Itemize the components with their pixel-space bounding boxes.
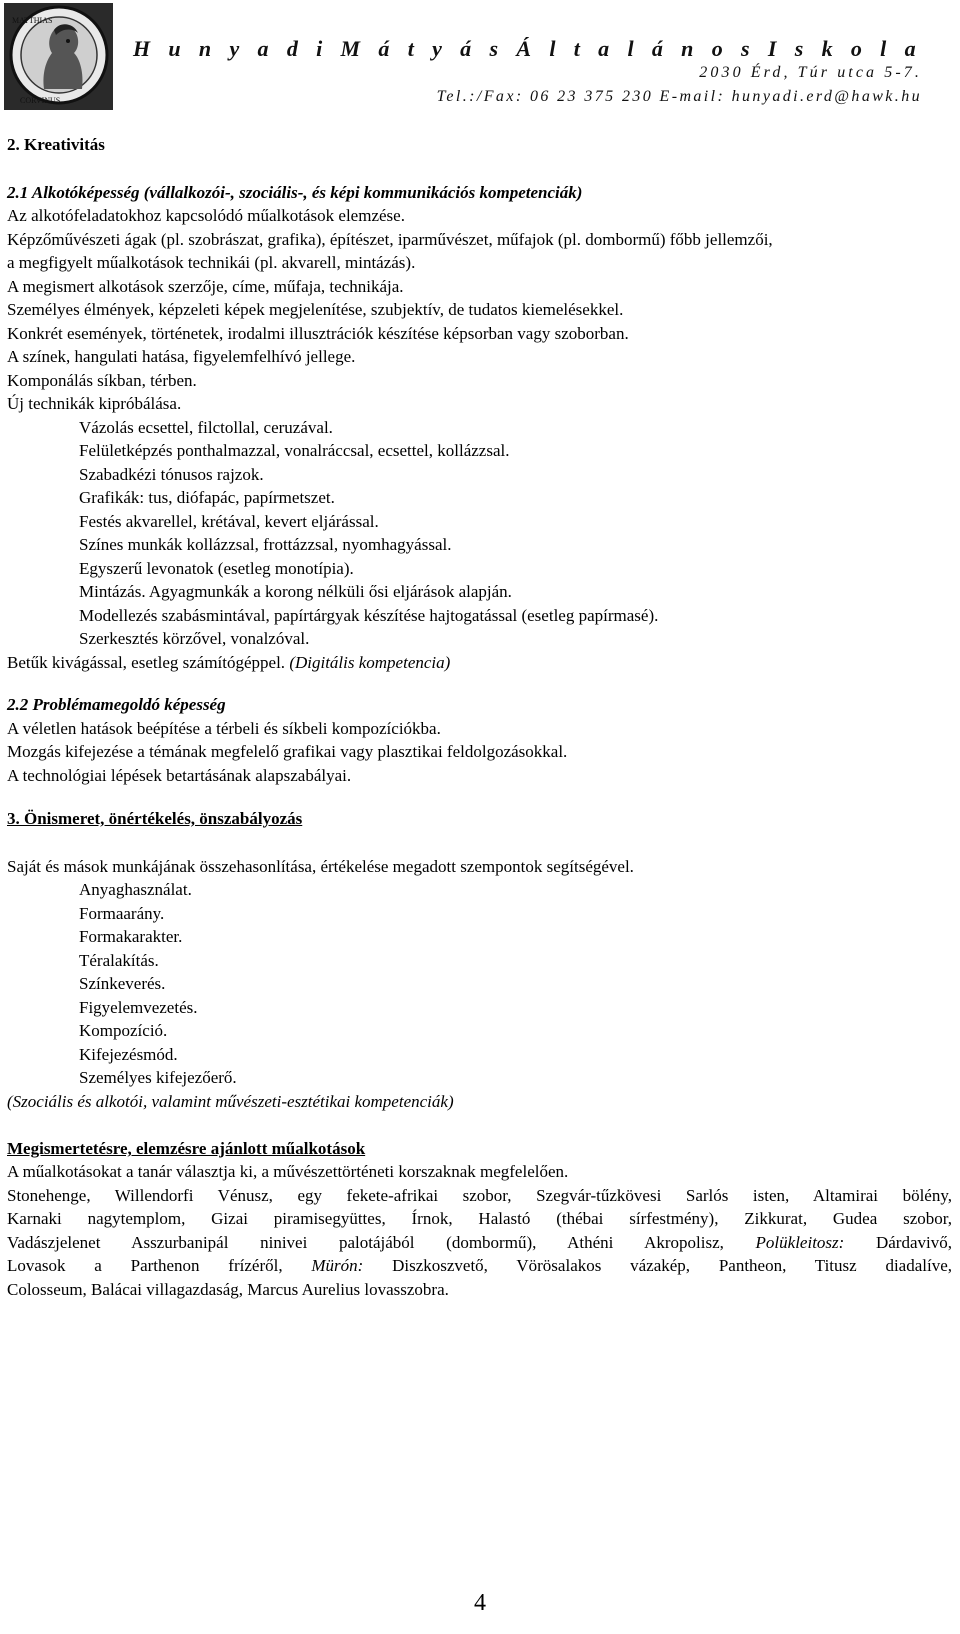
section-3-heading: 3. Önismeret, önértékelés, önszabályozás <box>7 809 303 828</box>
technique-item: Színes munkák kollázzsal, frottázzsal, nyomhagyással. <box>79 535 452 554</box>
school-address: 2030 Érd, Túr utca 5-7. <box>699 64 922 81</box>
page-number: 4 <box>474 1590 486 1616</box>
school-name: H u n y a d i M á t y á s Á l t a l á n o s I s k o l a <box>132 36 922 61</box>
school-contact: Tel.:/Fax: 06 23 375 230 E-mail: hunyadi.erd@hawk.hu <box>436 88 922 105</box>
text-line: Konkrét események, történetek, irodalmi illusztrációk készítése képsorban vagy szoborban. <box>7 324 629 343</box>
artworks-line <box>7 1231 952 1255</box>
criteria-item: Formaarány. <box>79 904 165 923</box>
technique-item: Festés akvarellel, krétával, kevert eljárással. <box>79 512 379 531</box>
text-line: A véletlen hatások beépítése a térbeli és síkbeli kompozíciókba. <box>7 719 441 738</box>
technique-item: Felületképzés ponthalmazzal, vonalráccsal, ecsettel, kollázzsal. <box>79 441 510 460</box>
artworks-text: Dárdavivő, <box>875 1233 952 1252</box>
text-line: A megismert alkotások szerzője, címe, műfaja, technikája. <box>7 277 404 296</box>
school-logo <box>4 3 113 110</box>
technique-item: Modellezés szabásmintával, papírtárgyak készítése hajtogatással (esetleg papírmasé). <box>79 606 659 625</box>
criteria-item: Anyaghasználat. <box>79 880 192 899</box>
criteria-item: Kifejezésmód. <box>79 1045 178 1064</box>
text-line: Személyes élmények, képzeleti képek megjelenítése, szubjektív, de tudatos kiemelésekkel. <box>7 300 624 319</box>
subsection-2-2-number: 2.2 <box>7 695 29 714</box>
text-line: A technológiai lépések betartásának alapszabályai. <box>7 766 352 785</box>
subsection-2-2-heading <box>7 693 226 717</box>
text-line: Mozgás kifejezése a témának megfelelő grafikai vagy plasztikai feldolgozásokkal. <box>7 742 568 761</box>
technique-item: Mintázás. Agyagmunkák a korong nélküli ősi eljárások alapján. <box>79 582 512 601</box>
artist-name: Mürón: <box>311 1256 364 1275</box>
text-line: Új technikák kipróbálása. <box>7 394 182 413</box>
technique-item: Szabadkézi tónusos rajzok. <box>79 465 264 484</box>
criteria-item: Kompozíció. <box>79 1021 168 1040</box>
text-line: Saját és mások munkájának összehasonlítása, értékelése megadott szempontok segítségével. <box>7 857 634 876</box>
artworks-line: Karnaki nagytemplom, Gizai piramisegyüttes, Írnok, Halastó (thébai sírfestmény), Zikkurat, Gudea szobor, <box>7 1209 952 1228</box>
criteria-item: Téralakítás. <box>79 951 159 970</box>
competence-note: (Szociális és alkotói, valamint művészeti-esztétikai kompetenciák) <box>7 1092 454 1111</box>
artist-name: Polükleitosz: <box>755 1233 845 1252</box>
artworks-text: Lovasok a Parthenon frízéről, <box>7 1256 283 1275</box>
text-line: a megfigyelt műalkotások technikái (pl. akvarell, mintázás). <box>7 253 416 272</box>
artworks-line <box>7 1254 952 1278</box>
criteria-item: Figyelemvezetés. <box>79 998 198 1017</box>
criteria-item: Színkeverés. <box>79 974 166 993</box>
text-line: Az alkotófeladatokhoz kapcsolódó műalkotások elemzése. <box>7 206 405 225</box>
letters-text: Betűk kivágással, esetleg számítógéppel. <box>7 653 286 672</box>
text-line: Komponálás síkban, térben. <box>7 371 197 390</box>
technique-item: Grafikák: tus, diófapác, papírmetszet. <box>79 488 335 507</box>
logo-lettering: MATTHIAS <box>12 16 53 25</box>
technique-item: Egyszerű levonatok (esetleg monotípia). <box>79 559 354 578</box>
artworks-line: Colosseum, Balácai villagazdaság, Marcus Aurelius lovasszobra. <box>7 1280 449 1299</box>
artworks-line: Stonehenge, Willendorfi Vénusz, egy fekete-afrikai szobor, Szegvár-tűzkövesi Sarlós isten, Altamirai bölény, <box>7 1186 952 1205</box>
technique-item: Vázolás ecsettel, filctollal, ceruzával. <box>79 418 333 437</box>
text-line: Képzőművészeti ágak (pl. szobrászat, grafika), építészet, iparművészet, műfajok (pl. dombormű) főbb jellemzői, <box>7 230 773 249</box>
text-line: A színek, hangulati hatása, figyelemfelhívó jellege. <box>7 347 356 366</box>
section-2-heading: 2. Kreativitás <box>7 135 105 154</box>
competence-note: (Digitális kompetencia) <box>289 653 451 672</box>
criteria-item: Személyes kifejezőerő. <box>79 1068 237 1087</box>
artworks-text: Diszkoszvető, Vörösalakos vázakép, Pantheon, Titusz diadalíve, <box>392 1256 953 1275</box>
text-line: A műalkotásokat a tanár választja ki, a művészettörténeti korszaknak megfelelően. <box>7 1162 569 1181</box>
artworks-heading: Megismertetésre, elemzésre ajánlott műalkotások <box>7 1139 366 1158</box>
svg-text:CORVINUS: CORVINUS <box>20 96 61 105</box>
letters-line <box>7 651 450 675</box>
criteria-item: Formakarakter. <box>79 927 183 946</box>
technique-item: Szerkesztés körzővel, vonalzóval. <box>79 629 310 648</box>
subsection-2-2-title: Problémamegoldó képesség <box>32 695 226 714</box>
artworks-text: Vadászjelenet Asszurbanipál ninivei palotájából (dombormű), Athéni Akropolisz, <box>7 1233 724 1252</box>
subsection-2-1-heading: 2.1 Alkotóképesség (vállalkozói-, szociális-, és képi kommunikációs kompetenciák) <box>7 183 583 202</box>
